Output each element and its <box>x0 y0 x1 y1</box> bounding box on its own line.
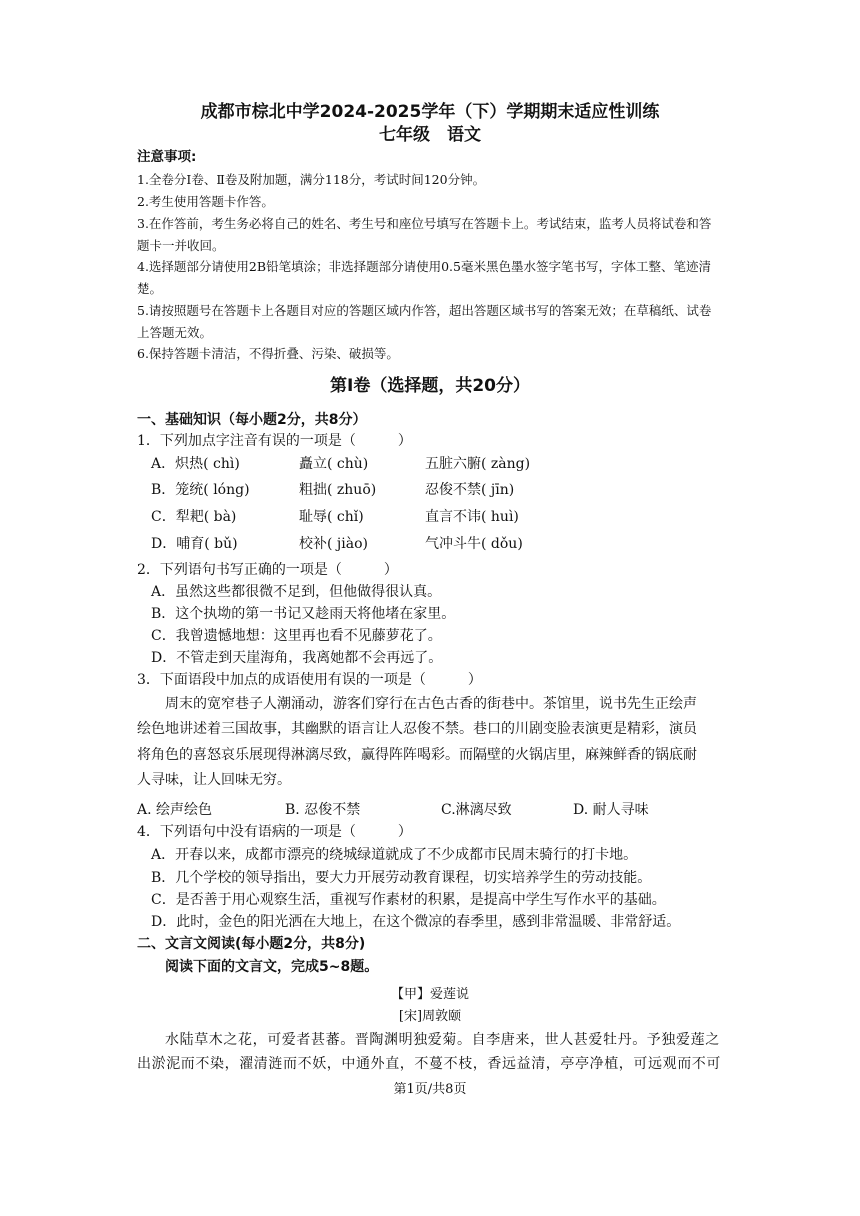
notice-item: 6.保持答题卡清洁，不得折叠、污染、破损等。 <box>137 346 399 361</box>
q3-option-b: B. 忍俊不禁 <box>285 802 361 818</box>
notice-heading: 注意事项: <box>137 149 197 165</box>
q1-d-3: 气冲斗牛( dǒu) <box>425 536 523 552</box>
q2-option-c: C．我曾遗憾地想：这里再也看不见藤萝花了。 <box>151 628 442 644</box>
q2-stem: 2．下列语句书写正确的一项是（ ） <box>137 562 398 578</box>
exam-subtitle: 七年级 语文 <box>379 125 481 145</box>
part-one-heading: 第Ⅰ卷（选择题，共20分） <box>330 376 530 396</box>
notice-item: 2.考生使用答题卡作答。 <box>137 194 274 209</box>
q1-b-1: B．笼统( lóng) <box>151 482 250 498</box>
section-one-heading: 一、基础知识（每小题2分，共8分） <box>137 412 367 428</box>
q3-option-d: D. 耐人寻味 <box>573 802 649 818</box>
q1-c-1: C．犁耙( bà) <box>151 509 237 525</box>
reading-instruction: 阅读下面的文言文，完成5~8题。 <box>165 959 379 975</box>
q4-option-b: B．几个学校的领导指出，要大力开展劳动教育课程，切实培养学生的劳动技能。 <box>151 870 652 886</box>
notice-item: 楚。 <box>137 281 163 296</box>
q3-option-a: A. 绘声绘色 <box>137 802 213 818</box>
q1-b-2: 粗拙( zhuō) <box>299 482 377 498</box>
q4-stem: 4．下列语句中没有语病的一项是（ ） <box>137 824 412 840</box>
q4-option-a: A．开春以来，成都市漂亮的绕城绿道就成了不少成都市民周末骑行的打卡地。 <box>151 847 638 863</box>
q2-option-a: A．虽然这些都很微不足到，但他做得很认真。 <box>151 584 442 600</box>
q1-stem: 1．下列加点字注音有误的一项是（ ） <box>137 433 412 449</box>
notice-item: 5.请按照题号在答题卡上各题目对应的答题区域内作答，超出答题区域书写的答案无效；在草稿纸、试卷 <box>137 303 712 318</box>
q3-paragraph-line: 将角色的喜怒哀乐展现得淋漓尽致，赢得阵阵喝彩。而隔壁的火锅店里，麻辣鲜香的锅底耐 <box>137 747 697 763</box>
q1-a-1: A．炽热( chì) <box>151 456 240 472</box>
classical-author: [宋]周敦颐 <box>398 1009 462 1024</box>
q1-c-2: 耻辱( chǐ) <box>299 509 364 525</box>
q1-b-3: 忍俊不禁( jīn) <box>425 482 515 498</box>
classical-text-line: 水陆草木之花，可爱者甚蕃。晋陶渊明独爱菊。自李唐来，世人甚爱牡丹。予独爱莲之 <box>165 1032 720 1048</box>
classical-title: 【甲】爱莲说 <box>390 987 469 1002</box>
q3-paragraph-line: 绘色地讲述着三国故事，其幽默的语言让人忍俊不禁。巷口的川剧变脸表演更是精彩，演员 <box>137 721 697 737</box>
q1-a-3: 五脏六腑( zàng) <box>425 456 531 472</box>
notice-item: 1.全卷分Ⅰ卷、Ⅱ卷及附加题，满分118分，考试时间120分钟。 <box>137 172 486 187</box>
section-two-heading: 二、文言文阅读(每小题2分，共8分) <box>137 936 366 952</box>
notice-item: 上答题无效。 <box>137 325 213 340</box>
q3-paragraph-line: 人寻味，让人回味无穷。 <box>137 772 291 788</box>
q3-paragraph-line: 周末的宽窄巷子人潮涌动，游客们穿行在古色古香的街巷中。茶馆里，说书先生正绘声 <box>165 696 697 712</box>
q3-stem: 3．下面语段中加点的成语使用有误的一项是（ ） <box>137 672 482 688</box>
q1-c-3: 直言不讳( huì) <box>425 509 519 525</box>
q1-d-2: 校补( jiào) <box>299 536 368 552</box>
classical-text-line: 出淤泥而不染，濯清涟而不妖，中通外直，不蔓不枝，香远益清，亭亭净植，可远观而不可 <box>137 1056 721 1072</box>
q3-option-c: C.淋漓尽致 <box>441 802 512 818</box>
q1-a-2: 矗立( chù) <box>299 456 369 472</box>
q4-option-d: D．此时，金色的阳光洒在大地上，在这个微凉的春季里，感到非常温暖、非常舒适。 <box>151 914 681 930</box>
q1-d-1: D．哺育( bǔ) <box>151 536 238 552</box>
q4-option-c: C．是否善于用心观察生活，重视写作素材的积累，是提高中学生写作水平的基础。 <box>151 892 666 908</box>
notice-item: 题卡一并收回。 <box>137 238 225 253</box>
page-footer: 第1页/共8页 <box>393 1082 467 1097</box>
q2-option-d: D．不管走到天崖海角，我离她都不会再远了。 <box>151 650 443 666</box>
exam-title: 成都市棕北中学2024-2025学年（下）学期期末适应性训练 <box>200 102 660 122</box>
notice-item: 4.选择题部分请使用2B铅笔填涂；非选择题部分请使用0.5毫米黑色墨水签字笔书写，字体工整、笔迹清 <box>137 259 711 274</box>
q2-option-b: B．这个执坳的第一书记又趁雨天将他堵在家里。 <box>151 606 456 622</box>
notice-item: 3.在作答前，考生务必将自己的姓名、考生号和座位号填写在答题卡上。考试结束，监考人员将试卷和答 <box>137 216 712 231</box>
